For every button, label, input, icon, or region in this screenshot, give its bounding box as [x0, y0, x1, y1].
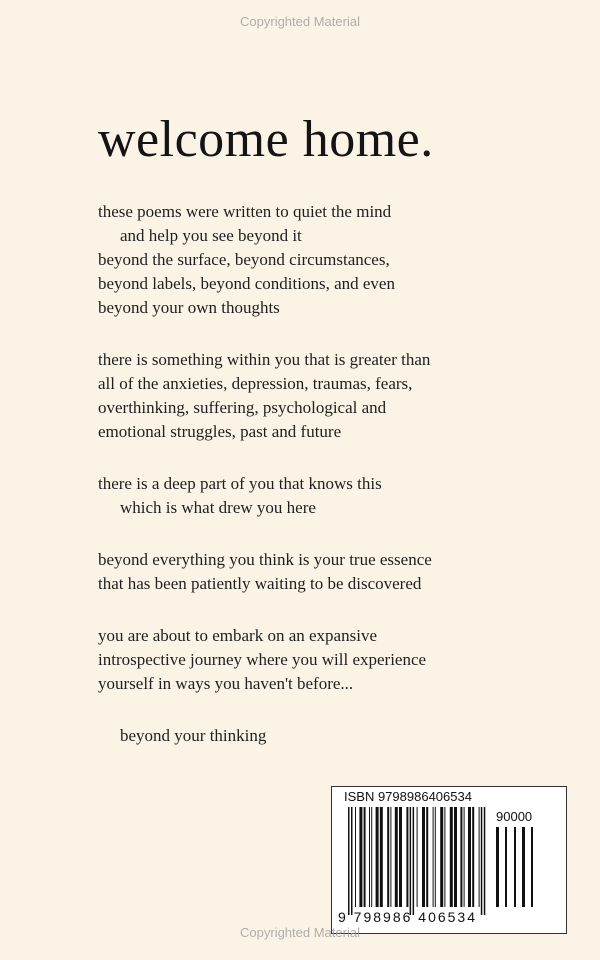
- poem-line: there is something within you that is greater than: [98, 350, 431, 369]
- barcode-bar: [348, 807, 350, 915]
- poem-stanza: [98, 200, 518, 320]
- barcode-bar: [468, 807, 471, 907]
- poem-line: beyond your own thoughts: [98, 298, 280, 317]
- isbn-digits: 9 798986 406534: [338, 909, 477, 925]
- barcode-bar: [413, 807, 415, 915]
- poem-line: beyond your thinking: [120, 726, 267, 745]
- barcode-bar: [435, 807, 436, 907]
- barcode-bar: [433, 807, 434, 907]
- barcode-bar: [395, 807, 398, 907]
- poem-stanza: [98, 624, 518, 696]
- poem-line: that has been patiently waiting to be discovered: [98, 574, 422, 593]
- barcode-bar: [496, 827, 499, 907]
- poem-line: beyond labels, beyond conditions, and even: [98, 274, 395, 293]
- copyright-watermark-top: Copyrighted Material: [240, 14, 360, 29]
- barcode-bar: [371, 807, 372, 907]
- barcode-bar: [355, 807, 356, 907]
- poem-line: there is a deep part of you that knows this: [98, 474, 382, 493]
- isbn-barcode: [331, 786, 567, 934]
- barcode-bar: [444, 807, 445, 907]
- barcode-bar: [390, 807, 391, 907]
- barcode-bar: [406, 807, 408, 907]
- barcode-bar: [479, 807, 480, 907]
- barcode-bar: [399, 807, 402, 907]
- copyright-watermark-bottom: Copyrighted Material: [240, 925, 360, 940]
- poem-stanza: [98, 724, 518, 748]
- poem-stanza: [98, 348, 518, 444]
- page-title: welcome home.: [98, 111, 434, 168]
- barcode-bar: [522, 827, 525, 907]
- barcode-bar: [369, 807, 370, 907]
- barcode-bar: [359, 807, 362, 907]
- poem-stanza: [98, 548, 518, 596]
- barcode-bar: [464, 807, 465, 907]
- barcode-bar: [410, 807, 412, 915]
- poem-line: which is what drew you here: [120, 498, 316, 517]
- poem-stanza: [98, 472, 518, 520]
- poem-line: yourself in ways you haven't before...: [98, 674, 354, 693]
- poem-line: and help you see beyond it: [120, 226, 302, 245]
- barcode-bar: [472, 807, 474, 907]
- poem-line: these poems were written to quiet the mind: [98, 202, 392, 221]
- poem-line: emotional struggles, past and future: [98, 422, 342, 441]
- barcode-bar: [380, 807, 383, 907]
- barcode-bar: [460, 807, 462, 907]
- barcode-bar: [364, 807, 366, 907]
- isbn-label: ISBN 9798986406534: [344, 789, 472, 804]
- barcode-bar: [531, 827, 533, 907]
- poem-line: all of the anxieties, depression, traumas, fears,: [98, 374, 413, 393]
- poem-line: beyond everything you think is your true essence: [98, 550, 432, 569]
- price-code: 90000: [496, 809, 533, 824]
- barcode-bar: [505, 827, 507, 907]
- barcode-bar: [417, 807, 418, 907]
- barcode-bar: [376, 807, 379, 907]
- barcode-bar: [484, 807, 486, 915]
- poem-line: you are about to embark on an expansive: [98, 626, 377, 645]
- barcode-bar: [426, 807, 428, 907]
- barcode-bar: [481, 807, 483, 915]
- barcode-bar: [450, 807, 453, 907]
- poem-body: [98, 200, 518, 776]
- barcode-bar: [440, 807, 443, 907]
- barcode-bar: [351, 807, 353, 915]
- barcode-bar: [514, 827, 516, 907]
- barcode-bar: [454, 807, 457, 907]
- poem-line: beyond the surface, beyond circumstances,: [98, 250, 390, 269]
- barcode-bar: [422, 807, 425, 907]
- poem-line: introspective journey where you will experience: [98, 650, 427, 669]
- barcode-bar: [387, 807, 389, 907]
- poem-line: overthinking, suffering, psychological and: [98, 398, 387, 417]
